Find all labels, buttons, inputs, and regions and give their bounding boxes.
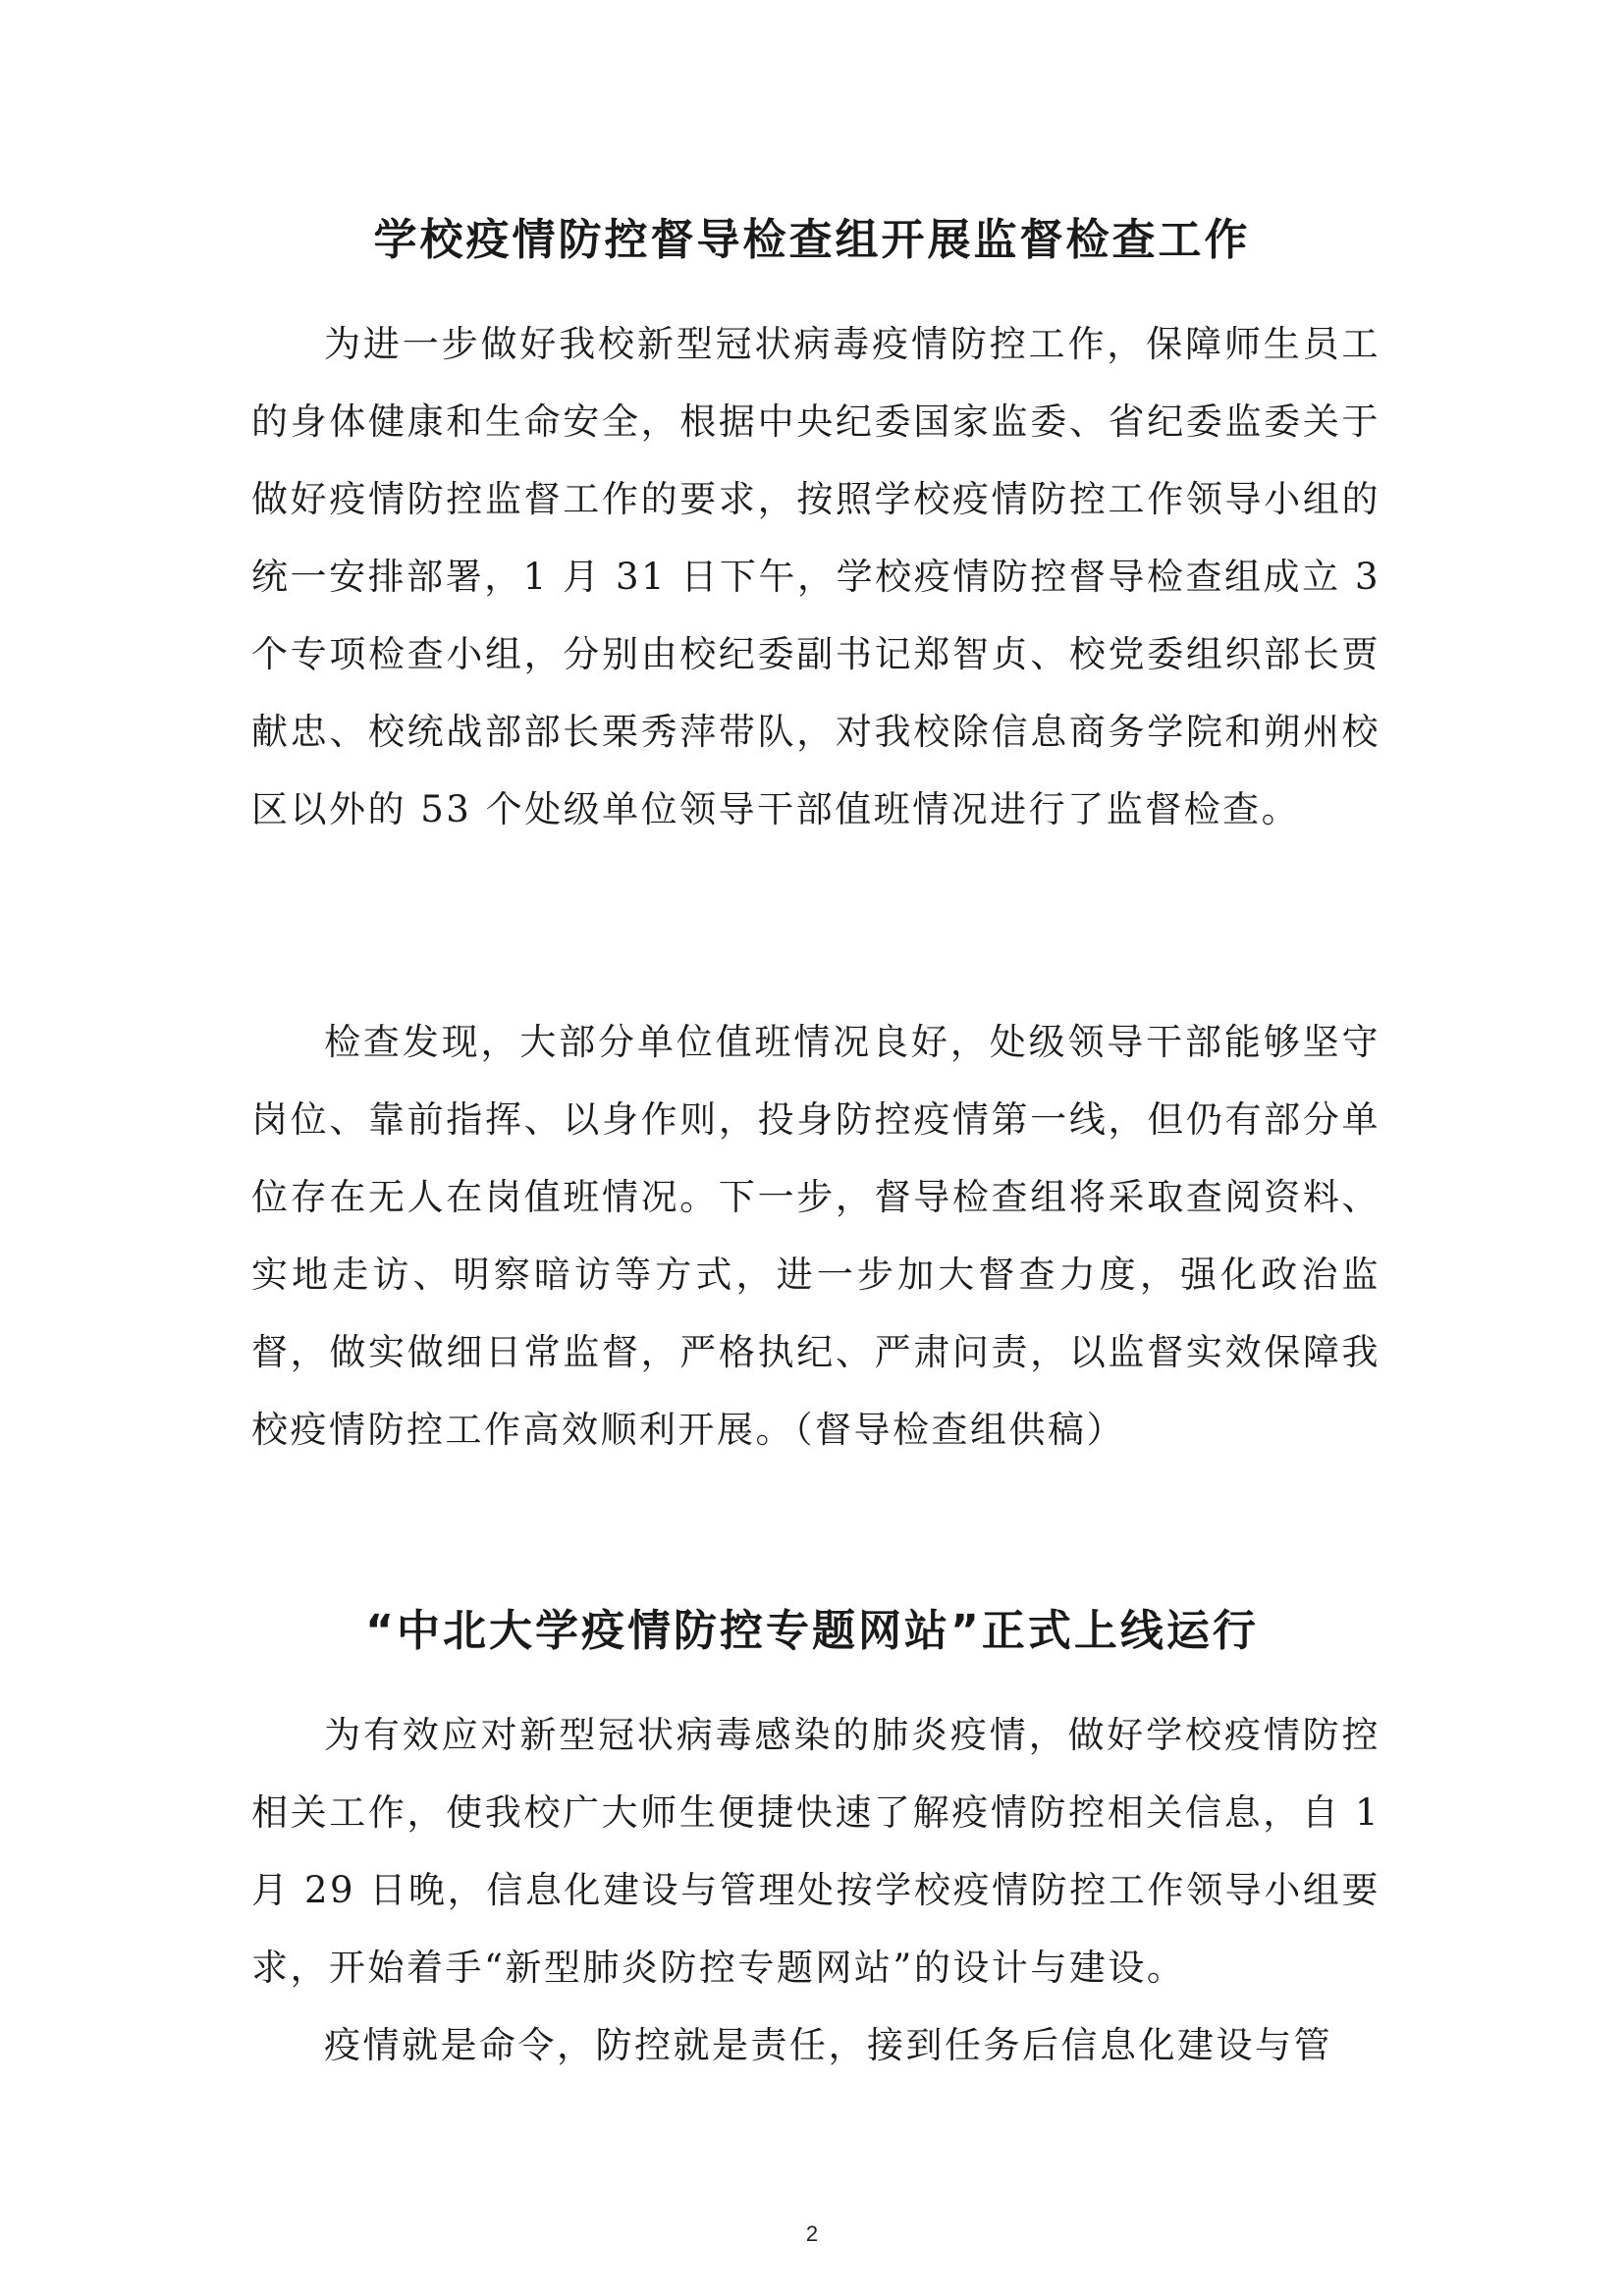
section-2-paragraph-2: 疫情就是命令，防控就是责任，接到任务后信息化建设与管 (324, 2024, 1332, 2066)
section-1-paragraph-2: 检查发现，大部分单位值班情况良好，处级领导干部能够坚守岗位、靠前指挥、以身作则，投身防控疫情第一线，但仍有部分单位存在无人在岗值班情况。下一步，督导检查组将采取查阅资料、实地走访、明察暗访等方式，进一步加大督查力度，强化政治监督，做实做细日常监督，严格执纪、严肃问责，以监督实效保障我校疫情防控工作高效顺利开展。（督导检查组供稿） (251, 1021, 1380, 1451)
section-1-heading: 学校疫情防控督导检查组开展监督检查工作 (373, 215, 1251, 265)
page-number: 2 (805, 2221, 819, 2246)
section-2-paragraph-1: 为有效应对新型冠状病毒感染的肺炎疫情，做好学校疫情防控相关工作，使我校广大师生便捷快速了解疫情防控相关信息，自 1 月 29 日晚，信息化建设与管理处按学校疫情防控工作领导小组要求，开始着手“新型肺炎防控专题网站”的设计与建设。 (251, 1714, 1380, 1989)
section-1-paragraph-1: 为进一步做好我校新型冠状病毒疫情防控工作，保障师生员工的身体健康和生命安全，根据中央纪委国家监委、省纪委监委关于做好疫情防控监督工作的要求，按照学校疫情防控工作领导小组的统一安排部署，1 月 31 日下午，学校疫情防控督导检查组成立 3 个专项检查小组，分别由校纪委副书记郑智贞、校党委组织部长贾献忠、校统战部部长栗秀萍带队，对我校除信息商务学院和朔州校区以外的 53 个处级单位领导干部值班情况进行了监督检查。 (251, 323, 1380, 830)
section-2-heading: “中北大学疫情防控专题网站”正式上线运行 (365, 1606, 1259, 1656)
